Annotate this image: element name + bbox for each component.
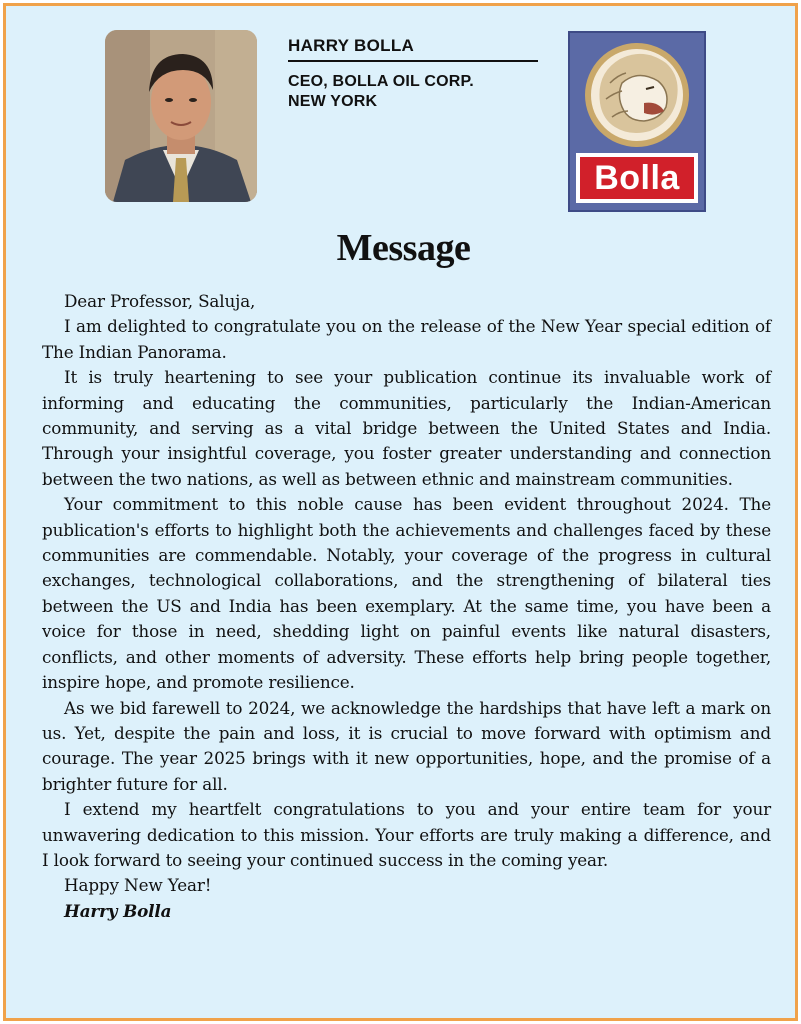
salutation: Dear Professor, Saluja,: [64, 291, 256, 311]
author-name: HARRY BOLLA: [288, 36, 538, 62]
bolla-logo: [568, 31, 706, 212]
author-title-line2: NEW YORK: [288, 93, 378, 110]
author-title: [288, 72, 538, 112]
logo-brand-text: Bolla: [594, 159, 680, 197]
paragraph-2: It is truly heartening to see your publication continue its invaluable work of informing and educating the communities, particularly the Indian-American community, and serving as a vital bridge between the United States and India. Through your insightful coverage, you foster greater understanding and connection between the two nations, as well as between ethnic and mainstream communities.: [42, 367, 771, 489]
closing: Happy New Year!: [64, 875, 212, 896]
author-info: [288, 36, 538, 112]
letter-frame: [3, 3, 798, 1021]
paragraph-5: I extend my heartfelt congratulations to you and your entire team for your unwavering dedication to this mission. Your efforts are truly making a difference, and I look forward to seeing your continued success in the coming year.: [42, 799, 771, 870]
letter-body: [42, 289, 771, 924]
author-title-line1: CEO, BOLLA OIL CORP.: [288, 73, 474, 90]
signature: Harry Bolla: [64, 900, 172, 921]
paragraph-4: As we bid farewell to 2024, we acknowledge the hardships that have left a mark on us. Yet, despite the pain and loss, it is crucial to move forward with optimism and courage. The year 2025 brings with it new opportunities, hope, and the promise of a brighter future for all.: [42, 697, 771, 794]
page-title: Message: [336, 227, 471, 269]
portrait-illustration: [105, 30, 257, 202]
paragraph-1: I am delighted to congratulate you on the release of the New Year special edition of The Indian Panorama.: [42, 316, 771, 362]
paragraph-3: Your commitment to this noble cause has been evident throughout 2024. The publication's efforts to highlight both the achievements and challenges faced by these communities are commendable. Notably, your coverage of the progress in cultural exchanges, technological collaborations, and the strengthening of bilateral ties between the US and India has been exemplary. At the same time, you have been a voice for those in need, shedding light on painful events like natural disasters, conflicts, and other moments of adversity. These efforts help bring people together, inspire hope, and promote resilience.: [42, 494, 771, 693]
portrait-photo: [105, 30, 257, 202]
